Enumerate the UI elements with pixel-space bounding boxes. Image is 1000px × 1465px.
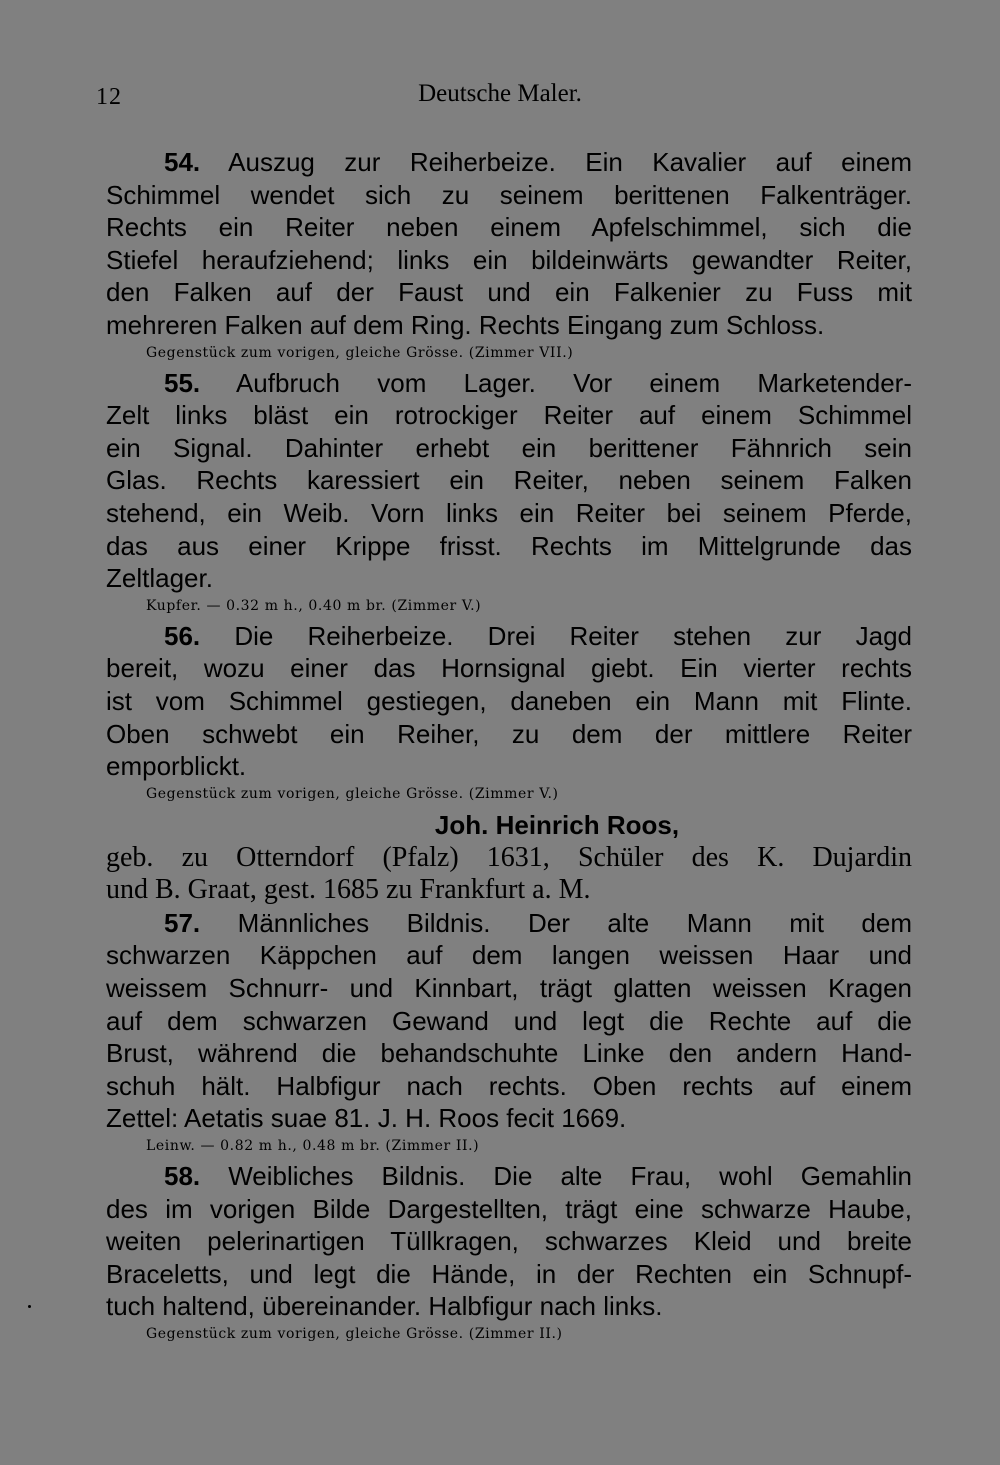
entry-line bbox=[106, 146, 912, 179]
entry-line: Glas. Rechts karessiert ein Reiter, neben seinem Falken bbox=[106, 465, 912, 496]
catalog-entry-56 bbox=[106, 620, 912, 808]
entry-line: das aus einer Krippe frisst. Rechts im Mittelgrunde das bbox=[106, 530, 912, 561]
entry-number: 56. bbox=[164, 620, 201, 651]
entry-line: schuh hält. Halbfigur nach rechts. Oben rechts auf einem bbox=[106, 1070, 912, 1101]
entry-text: Die Reiherbeize. Drei Reiter stehen zur Jagd bbox=[234, 620, 912, 651]
catalog-entry-55 bbox=[106, 367, 912, 620]
entry-line: Rechts ein Reiter neben einem Apfelschimmel, sich die bbox=[106, 212, 912, 243]
entry-number: 55. bbox=[164, 367, 201, 398]
entry-number: 58. bbox=[164, 1161, 201, 1192]
entry-line bbox=[106, 620, 912, 653]
entry-line: Braceletts, und legt die Hände, in der Rechten ein Schnupf- bbox=[106, 1258, 912, 1289]
entry-line: Brust, während die behandschuhte Linke den andern Hand- bbox=[106, 1038, 912, 1069]
catalog-entry-57 bbox=[106, 907, 912, 1160]
entry-line bbox=[106, 1160, 912, 1193]
entry-line: Zettel: Aetatis suae 81. J. H. Roos fecit 1669. bbox=[106, 1103, 627, 1134]
entry-note: Gegenstück zum vorigen, gleiche Grösse. (Zimmer VII.) bbox=[146, 344, 574, 361]
entry-note: Gegenstück zum vorigen, gleiche Grösse. (Zimmer V.) bbox=[146, 785, 559, 802]
entry-line: auf dem schwarzen Gewand und legt die Rechte auf die bbox=[106, 1005, 912, 1036]
entry-line: weiten pelerinartigen Tüllkragen, schwarzes Kleid und breite bbox=[106, 1226, 912, 1257]
entry-line: Schimmel wendet sich zu seinem berittenen Falkenträger. bbox=[106, 179, 912, 210]
scan-speck bbox=[28, 1305, 31, 1308]
entry-line: tuch haltend, übereinander. Halbfigur nach links. bbox=[106, 1291, 663, 1322]
entry-line: ist vom Schimmel gestiegen, daneben ein Mann mit Flinte. bbox=[106, 685, 912, 716]
entry-number: 54. bbox=[164, 147, 201, 177]
catalog-entry-54 bbox=[106, 146, 912, 367]
entry-line bbox=[106, 367, 912, 400]
entry-note: Gegenstück zum vorigen, gleiche Grösse. (Zimmer II.) bbox=[146, 1326, 563, 1342]
entry-note: Kupfer. — 0.32 m h., 0.40 m br. (Zimmer V.) bbox=[146, 597, 482, 614]
catalog-entry-58 bbox=[106, 1160, 912, 1348]
entry-line: weissem Schnurr- und Kinnbart, trägt glatten weissen Kragen bbox=[106, 973, 912, 1004]
artist-name: Joh. Heinrich Roos, bbox=[434, 809, 680, 840]
entry-line: bereit, wozu einer das Hornsignal giebt. Ein vierter rechts bbox=[106, 653, 912, 684]
entry-text: Aufbruch vom Lager. Vor einem Marketender- bbox=[235, 367, 912, 398]
entry-line: Stiefel heraufziehend; links ein bildeinwärts gewandter Reiter, bbox=[106, 244, 912, 275]
artist-bio-line: und B. Graat, gest. 1685 zu Frankfurt a. M. bbox=[106, 874, 591, 906]
entry-text: Auszug zur Reiherbeize. Ein Kavalier auf einem bbox=[228, 147, 912, 177]
page-body bbox=[106, 146, 912, 1348]
entry-line: des im vorigen Bilde Dargestellten, trägt eine schwarze Haube, bbox=[106, 1193, 912, 1224]
entry-text: Männliches Bildnis. Der alte Mann mit dem bbox=[237, 907, 912, 938]
artist-section bbox=[106, 808, 912, 907]
entry-line: den Falken auf der Faust und ein Falkenier zu Fuss mit bbox=[106, 277, 912, 308]
entry-note: Leinw. — 0.82 m h., 0.48 m br. (Zimmer II.) bbox=[146, 1138, 480, 1155]
artist-bio-line: geb. zu Otterndorf (Pfalz) 1631, Schüler des K. Dujardin bbox=[106, 841, 912, 873]
running-title: Deutsche Maler. bbox=[418, 80, 582, 107]
entry-line: ein Signal. Dahinter erhebt ein berittener Fähnrich sein bbox=[106, 432, 912, 463]
entry-line: Zelt links bläst ein rotrockiger Reiter auf einem Schimmel bbox=[106, 400, 912, 431]
entry-line: Zeltlager. bbox=[106, 563, 213, 594]
entry-line: stehend, ein Weib. Vorn links ein Reiter bei seinem Pferde, bbox=[106, 497, 912, 528]
entry-line: schwarzen Käppchen auf dem langen weissen Haar und bbox=[106, 940, 912, 971]
entry-line: emporblickt. bbox=[106, 751, 247, 782]
entry-text: Weibliches Bildnis. Die alte Frau, wohl Gemahlin bbox=[228, 1161, 912, 1192]
entry-line: Oben schwebt ein Reiher, zu dem der mittlere Reiter bbox=[106, 718, 912, 749]
page-number: 12 bbox=[96, 84, 122, 110]
entry-line bbox=[106, 907, 912, 940]
entry-number: 57. bbox=[164, 907, 201, 938]
entry-line: mehreren Falken auf dem Ring. Rechts Eingang zum Schloss. bbox=[106, 309, 825, 340]
